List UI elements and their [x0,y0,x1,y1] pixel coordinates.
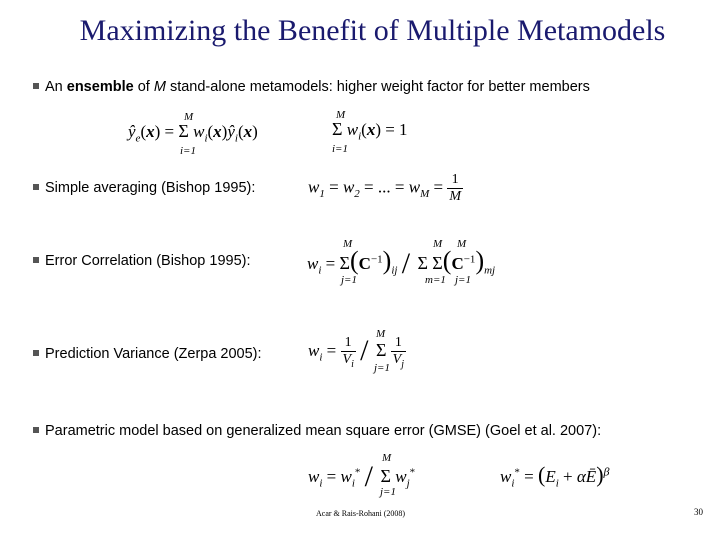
bullet-marker [33,184,39,190]
equation-simple-average: $w_1 = w_2$ = ... = $w_M$ = $\frac{1}{M}$ [308,172,461,204]
bullet-marker [33,83,39,89]
bullet-parametric-model: Parametric model based on generalized mean square error (GMSE) (Goel et al. 2007): [33,423,601,439]
equation-prediction-variance: M $w_i$ = $\frac{1}{V_i}$ / Σ $\frac{1}{V_j}$ j=1 [308,328,405,374]
equation-error-correlation: M $w_i = \Sigma(C^{-1})_{ij} / \Sigma$ $\Sigma(C^{-1})_{mj}$ j=1 M M m=1 j=1 [307,238,496,286]
equation-weights-sum: M Σ $w_i(x) = 1$ i=1 [332,109,408,155]
footnote-citation: Acar & Rais-Rohani (2008) [316,509,406,518]
bullet-marker [33,257,39,263]
equation-gmse-weights: M $w_i = w_i^* / \Sigma$ $w_j^*$ j=1 [308,452,416,498]
page-number: 30 [694,507,703,517]
equation-gmse-star: $w_i^* = (E_i$ + αĒ)$^\beta$ [500,462,610,490]
bullet-simple-averaging: Simple averaging (Bishop 1995): [33,180,255,196]
bullet-prediction-variance: Prediction Variance (Zerpa 2005): [33,346,262,362]
slide-title: Maximizing the Benefit of Multiple Metamodels [79,14,666,47]
equation-ensemble-sum: M $ŷ_e(x) = \Sigma$ $w_i(x)ŷ_i(x)$ i=1 [128,111,258,157]
bullet-ensemble: An ensemble of M stand-alone metamodels: higher weight factor for better members [33,79,590,95]
bullet-marker [33,427,39,433]
bullet-marker [33,350,39,356]
bullet-error-correlation: Error Correlation (Bishop 1995): [33,253,251,269]
